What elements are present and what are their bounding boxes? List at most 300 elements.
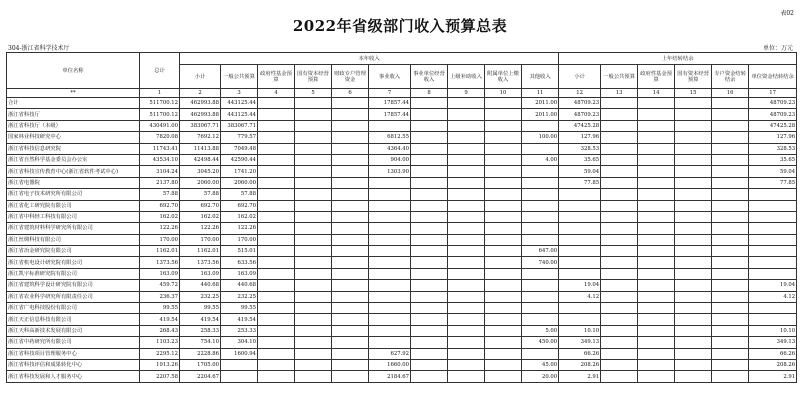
value-cell [295, 177, 332, 188]
value-cell [448, 268, 485, 279]
value-cell [448, 143, 485, 154]
value-cell [332, 154, 369, 165]
value-cell: 122.26 [180, 223, 221, 234]
value-cell [601, 280, 638, 291]
value-cell [712, 325, 749, 336]
value-cell: 11413.88 [180, 143, 221, 154]
value-cell [369, 280, 411, 291]
value-cell [369, 211, 411, 222]
value-cell [295, 143, 332, 154]
value-cell [411, 337, 448, 348]
table-row [7, 211, 797, 222]
value-cell: 208.26 [559, 359, 601, 370]
value-cell: 42590.44 [221, 154, 258, 165]
value-cell [559, 234, 601, 245]
value-cell [448, 98, 485, 109]
value-cell: 19.04 [749, 280, 797, 291]
value-cell: 253.33 [221, 325, 258, 336]
value-cell [332, 120, 369, 131]
value-cell [258, 200, 295, 211]
unit-name-cell: 浙江省科技项目管理服务中心 [7, 348, 140, 359]
value-cell [638, 189, 675, 200]
value-cell [675, 359, 712, 370]
value-cell [712, 200, 749, 211]
value-cell: 1741.20 [221, 166, 258, 177]
value-cell [332, 98, 369, 109]
value-cell [258, 234, 295, 245]
value-cell [295, 166, 332, 177]
value-cell [369, 325, 411, 336]
value-cell: 57.88 [221, 189, 258, 200]
value-cell: 170.00 [221, 234, 258, 245]
value-cell [675, 177, 712, 188]
value-cell [638, 314, 675, 325]
value-cell: 2060.00 [180, 177, 221, 188]
value-cell [675, 303, 712, 314]
value-cell [448, 303, 485, 314]
table-row [7, 200, 797, 211]
header-cy-3: 政府性基金预算 [258, 65, 295, 89]
value-cell [749, 257, 797, 268]
value-cell [258, 177, 295, 188]
value-cell [749, 200, 797, 211]
value-cell [675, 154, 712, 165]
value-cell [601, 268, 638, 279]
value-cell [712, 234, 749, 245]
table-row [7, 325, 797, 336]
value-cell: 66.26 [749, 348, 797, 359]
value-cell [411, 325, 448, 336]
value-cell [448, 189, 485, 200]
unit-name-cell: 浙江省科技评估和成果转化中心 [7, 359, 140, 370]
value-cell [332, 109, 369, 120]
unit-name-cell: 浙江省化工研究院有限公司 [7, 200, 140, 211]
value-cell [522, 223, 559, 234]
value-cell [332, 291, 369, 302]
value-cell [601, 166, 638, 177]
value-cell [295, 120, 332, 131]
value-cell [712, 371, 749, 382]
value-cell [295, 268, 332, 279]
value-cell [411, 189, 448, 200]
value-cell: 258.33 [180, 325, 221, 336]
value-cell [485, 325, 522, 336]
value-cell: 2060.00 [221, 177, 258, 188]
value-cell: 48709.23 [749, 98, 797, 109]
value-cell [638, 98, 675, 109]
value-cell [332, 371, 369, 382]
value-cell [559, 257, 601, 268]
value-cell [712, 291, 749, 302]
value-cell: 77.85 [559, 177, 601, 188]
value-cell [675, 337, 712, 348]
value-cell [712, 268, 749, 279]
value-cell [448, 348, 485, 359]
column-number: 6 [332, 89, 369, 98]
table-row [7, 143, 797, 154]
value-cell [369, 223, 411, 234]
value-cell [448, 177, 485, 188]
value-cell [638, 223, 675, 234]
value-cell [485, 280, 522, 291]
value-cell [411, 314, 448, 325]
value-cell: 232.25 [180, 291, 221, 302]
value-cell [411, 211, 448, 222]
column-number: 17 [749, 89, 797, 98]
value-cell [638, 257, 675, 268]
value-cell: 43534.10 [140, 154, 180, 165]
value-cell [485, 359, 522, 370]
value-cell: 459.72 [140, 280, 180, 291]
value-cell: 2204.67 [180, 371, 221, 382]
unit-name-cell: 浙江省科技发展和人才服务中心 [7, 371, 140, 382]
value-cell [485, 189, 522, 200]
value-cell [295, 257, 332, 268]
value-cell: 1103.23 [140, 337, 180, 348]
department-label: 304-浙江省科学技术厅 [8, 45, 70, 52]
column-number: 3 [221, 89, 258, 98]
unit-name-cell: 浙江省科技宣传教育中心(浙江省软件考试中心) [7, 166, 140, 177]
value-cell [448, 280, 485, 291]
value-cell [258, 132, 295, 143]
value-cell [258, 268, 295, 279]
value-cell [601, 98, 638, 109]
value-cell [485, 166, 522, 177]
value-cell [638, 268, 675, 279]
value-cell: 754.10 [180, 337, 221, 348]
value-cell: 2.91 [559, 371, 601, 382]
unit-name-cell: 浙江天科高新技术发展有限公司 [7, 325, 140, 336]
value-cell: 2011.00 [522, 109, 559, 120]
value-cell [601, 359, 638, 370]
value-cell [485, 348, 522, 359]
value-cell [749, 211, 797, 222]
value-cell [485, 291, 522, 302]
value-cell: 2011.00 [522, 98, 559, 109]
value-cell: 45.00 [522, 359, 559, 370]
value-cell: 35.65 [559, 154, 601, 165]
unit-name-cell: 浙江省广电科技股份有限公司 [7, 303, 140, 314]
value-cell [559, 223, 601, 234]
value-cell: 328.53 [559, 143, 601, 154]
table-id: 表02 [780, 10, 794, 17]
value-cell: 6812.55 [369, 132, 411, 143]
value-cell [332, 359, 369, 370]
value-cell [712, 280, 749, 291]
value-cell: 10.10 [559, 325, 601, 336]
header-last-year: 上年结转结余 [559, 53, 797, 65]
value-cell [448, 166, 485, 177]
value-cell [332, 189, 369, 200]
value-cell [258, 280, 295, 291]
value-cell [601, 325, 638, 336]
value-cell [448, 109, 485, 120]
value-cell: 48709.23 [559, 98, 601, 109]
value-cell: 779.57 [221, 132, 258, 143]
unit-name-cell: 国家林业科技研究中心 [7, 132, 140, 143]
value-cell [675, 166, 712, 177]
value-cell [485, 154, 522, 165]
value-cell [675, 200, 712, 211]
value-cell [559, 314, 601, 325]
column-number: 8 [411, 89, 448, 98]
value-cell: 633.56 [221, 257, 258, 268]
value-cell [712, 359, 749, 370]
value-cell: 57.88 [140, 189, 180, 200]
value-cell: 35.65 [749, 154, 797, 165]
value-cell [295, 98, 332, 109]
value-cell [448, 314, 485, 325]
value-cell [485, 200, 522, 211]
column-number: 16 [712, 89, 749, 98]
column-number: 15 [675, 89, 712, 98]
value-cell [522, 280, 559, 291]
value-cell: 2137.80 [140, 177, 180, 188]
value-cell [332, 132, 369, 143]
table-row [7, 120, 797, 131]
value-cell: 4364.40 [369, 143, 411, 154]
value-cell [369, 189, 411, 200]
value-cell [675, 348, 712, 359]
value-cell [411, 303, 448, 314]
value-cell [638, 359, 675, 370]
table-row [7, 257, 797, 268]
value-cell [411, 132, 448, 143]
value-cell [675, 325, 712, 336]
value-cell [675, 314, 712, 325]
value-cell [601, 291, 638, 302]
value-cell: 17857.44 [369, 98, 411, 109]
column-number: 12 [559, 89, 601, 98]
value-cell: 232.25 [221, 291, 258, 302]
value-cell [749, 189, 797, 200]
value-cell: 419.54 [180, 314, 221, 325]
value-cell [601, 154, 638, 165]
table-row [7, 303, 797, 314]
value-cell [559, 189, 601, 200]
column-number: 7 [369, 89, 411, 98]
value-cell [749, 303, 797, 314]
value-cell [295, 189, 332, 200]
value-cell: 7820.08 [140, 132, 180, 143]
value-cell [712, 303, 749, 314]
unit-name-cell: 浙江省中科轻工科技有限公司 [7, 211, 140, 222]
value-cell [601, 234, 638, 245]
value-cell [332, 257, 369, 268]
value-cell [369, 268, 411, 279]
value-cell [295, 314, 332, 325]
value-cell [675, 268, 712, 279]
column-number: 2 [180, 89, 221, 98]
value-cell [411, 348, 448, 359]
value-cell [601, 257, 638, 268]
value-cell [258, 109, 295, 120]
value-cell [601, 303, 638, 314]
value-cell [258, 291, 295, 302]
value-cell: 440.68 [221, 280, 258, 291]
header-cy-10: 其他收入 [522, 65, 559, 89]
value-cell [712, 189, 749, 200]
value-cell [332, 246, 369, 257]
value-cell [712, 143, 749, 154]
unit-name-cell: 浙江省中药研究所有限公司 [7, 337, 140, 348]
value-cell: 740.00 [522, 257, 559, 268]
value-cell: 162.02 [180, 211, 221, 222]
value-cell: 42498.44 [180, 154, 221, 165]
table-row [7, 280, 797, 291]
value-cell: 48709.23 [559, 109, 601, 120]
value-cell [559, 211, 601, 222]
value-cell: 450.00 [522, 337, 559, 348]
value-cell [712, 348, 749, 359]
value-cell [258, 314, 295, 325]
value-cell [601, 337, 638, 348]
value-cell: 4.00 [522, 154, 559, 165]
value-cell [485, 337, 522, 348]
header-total: 总计 [140, 53, 180, 89]
value-cell [638, 246, 675, 257]
table-row [7, 348, 797, 359]
value-cell [448, 234, 485, 245]
header-ly-2: 一般公共预算 [601, 65, 638, 89]
value-cell [675, 132, 712, 143]
value-cell [712, 154, 749, 165]
value-cell [332, 348, 369, 359]
value-cell: 7692.12 [180, 132, 221, 143]
value-cell [522, 120, 559, 131]
header-cy-1: 小计 [180, 65, 221, 89]
value-cell [675, 246, 712, 257]
table-row [7, 337, 797, 348]
value-cell [332, 166, 369, 177]
value-cell [295, 200, 332, 211]
value-cell [559, 246, 601, 257]
table-row [7, 359, 797, 370]
value-cell [559, 268, 601, 279]
value-cell: 5.00 [522, 325, 559, 336]
value-cell [522, 291, 559, 302]
value-cell [712, 314, 749, 325]
value-cell: 443125.44 [221, 109, 258, 120]
value-cell [712, 98, 749, 109]
value-cell: 48709.23 [749, 109, 797, 120]
value-cell [295, 109, 332, 120]
value-cell [332, 325, 369, 336]
value-cell [369, 314, 411, 325]
value-cell [258, 211, 295, 222]
value-cell [601, 109, 638, 120]
value-cell [675, 98, 712, 109]
value-cell [332, 177, 369, 188]
value-cell [411, 120, 448, 131]
value-cell [332, 280, 369, 291]
value-cell [522, 189, 559, 200]
value-cell: 2184.67 [369, 371, 411, 382]
column-number: 13 [601, 89, 638, 98]
value-cell [411, 268, 448, 279]
unit-name-cell: 浙江凯宇标准研究院有限公司 [7, 268, 140, 279]
value-cell [332, 211, 369, 222]
value-cell: 627.92 [369, 348, 411, 359]
value-cell [638, 280, 675, 291]
column-number: 9 [448, 89, 485, 98]
value-cell [369, 303, 411, 314]
header-cy-7: 事业单位经营收入 [411, 65, 448, 89]
header-cy-6: 事业收入 [369, 65, 411, 89]
value-cell [448, 223, 485, 234]
table-row [7, 234, 797, 245]
value-cell [485, 132, 522, 143]
value-cell: 304.10 [221, 337, 258, 348]
value-cell [638, 177, 675, 188]
value-cell: 122.26 [140, 223, 180, 234]
value-cell [369, 120, 411, 131]
value-cell: 1373.56 [140, 257, 180, 268]
value-cell: 10.10 [749, 325, 797, 336]
value-cell [675, 280, 712, 291]
value-cell [411, 234, 448, 245]
value-cell [638, 109, 675, 120]
value-cell [448, 132, 485, 143]
value-cell: 647.00 [522, 246, 559, 257]
value-cell [411, 154, 448, 165]
value-cell [601, 132, 638, 143]
value-cell [258, 337, 295, 348]
value-cell [448, 371, 485, 382]
value-cell [369, 177, 411, 188]
value-cell [295, 223, 332, 234]
value-cell [332, 234, 369, 245]
value-cell: 163.09 [180, 268, 221, 279]
value-cell [332, 200, 369, 211]
table-row [7, 98, 797, 109]
value-cell [712, 166, 749, 177]
value-cell: 57.88 [180, 189, 221, 200]
unit-name-cell: 浙江省自然科学基金委员会办公室 [7, 154, 140, 165]
value-cell [411, 371, 448, 382]
table-row [7, 109, 797, 120]
value-cell: 904.00 [369, 154, 411, 165]
value-cell [522, 314, 559, 325]
value-cell [448, 154, 485, 165]
column-number: 4 [258, 89, 295, 98]
value-cell [221, 371, 258, 382]
unit-name-cell: 浙江省机电设计研究院有限公司 [7, 257, 140, 268]
unit-name-cell: 浙江省建筑材料科学研究所有限公司 [7, 223, 140, 234]
value-cell [295, 280, 332, 291]
value-cell [295, 132, 332, 143]
value-cell [522, 177, 559, 188]
value-cell [485, 211, 522, 222]
value-cell [601, 371, 638, 382]
column-number: 14 [638, 89, 675, 98]
value-cell [258, 303, 295, 314]
value-cell [369, 337, 411, 348]
value-cell [485, 223, 522, 234]
value-cell: 99.55 [221, 303, 258, 314]
value-cell: 1660.00 [369, 359, 411, 370]
value-cell [601, 189, 638, 200]
value-cell [332, 314, 369, 325]
column-number: 1 [140, 89, 180, 98]
value-cell [258, 166, 295, 177]
value-cell [638, 154, 675, 165]
header-ly-5: 专户资金结转结余 [712, 65, 749, 89]
value-cell [638, 337, 675, 348]
value-cell [448, 200, 485, 211]
value-cell [485, 371, 522, 382]
value-cell [485, 246, 522, 257]
